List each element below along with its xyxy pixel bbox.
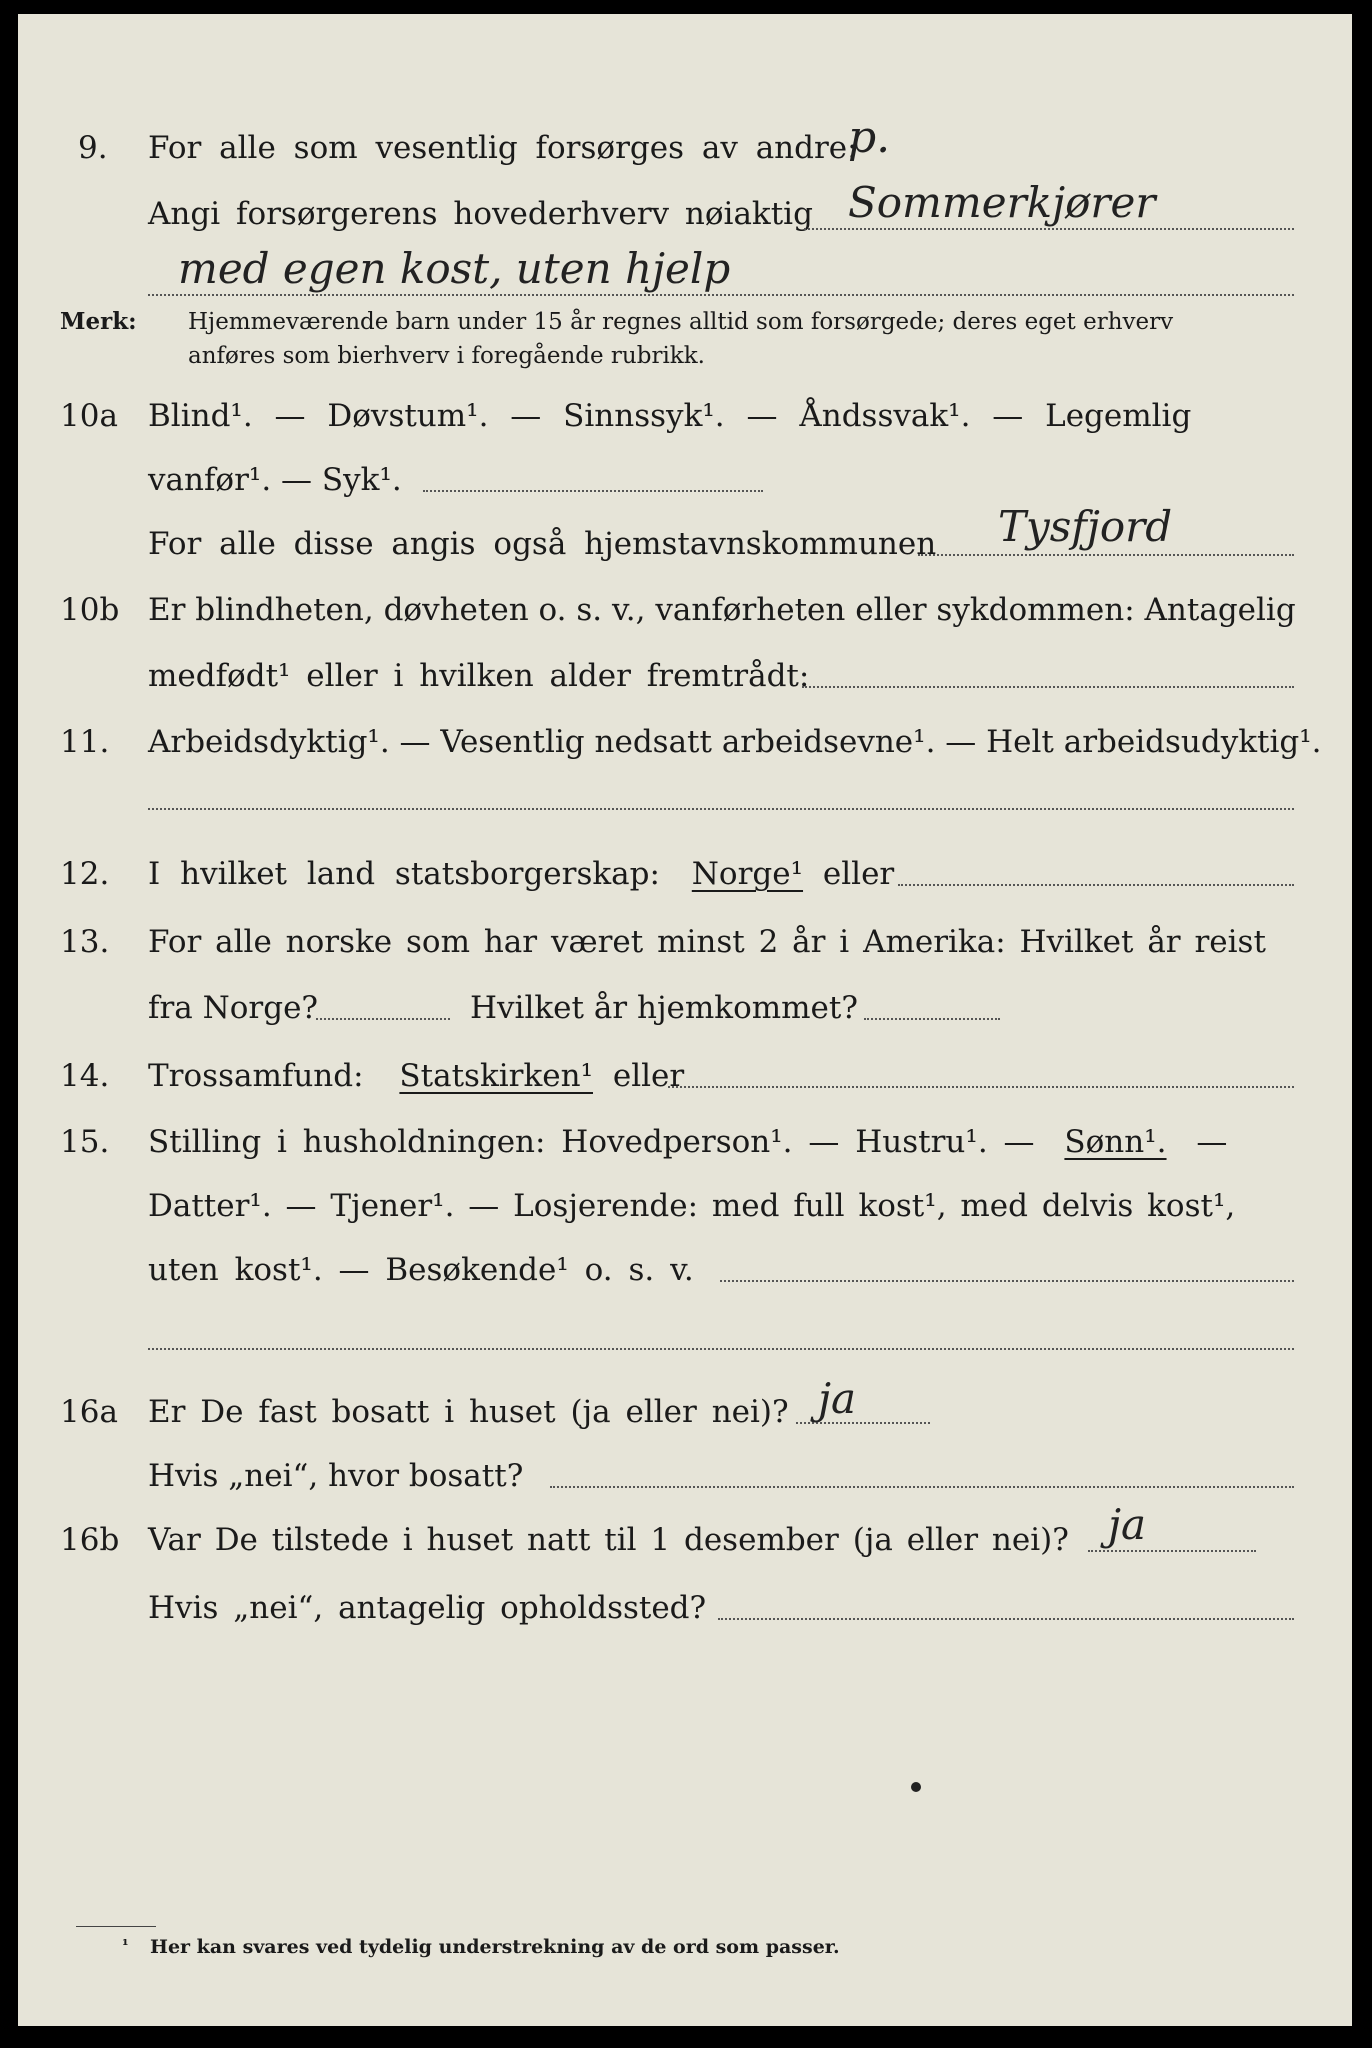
q9-handwriting-detail: med egen kost, uten hjelp bbox=[178, 244, 731, 293]
q12-eller: eller bbox=[822, 856, 895, 892]
q13-departure-line bbox=[316, 1018, 450, 1020]
q14-question: Trossamfund: bbox=[148, 1058, 364, 1094]
merk-line1: Hjemmeværende barn under 15 år regnes alltid som forsørgede; deres eget erhverv bbox=[188, 309, 1174, 335]
q15-line3: uten kost¹. — Besøkende¹ o. s. v. bbox=[148, 1252, 694, 1288]
q10a-sick-line bbox=[423, 490, 763, 492]
q10a-number: 10a bbox=[60, 398, 118, 434]
footnote-text: Her kan svares ved tydelig understrekning av de ord som passer. bbox=[150, 1936, 840, 1958]
q9-answer-line2 bbox=[148, 294, 1294, 296]
q10b-line1: Er blindheten, døvheten o. s. v., vanførheten eller sykdommen: Antagelig bbox=[148, 592, 1296, 628]
ink-dot bbox=[911, 1782, 921, 1792]
q14-statskirken-underlined: Statskirken¹ bbox=[399, 1058, 593, 1094]
q15-line1-text: Stilling i husholdningen: Hovedperson¹. — Hustru¹. — bbox=[148, 1124, 1035, 1160]
q14-number: 14. bbox=[60, 1058, 110, 1094]
q14-line bbox=[148, 1056, 684, 1096]
q12-line bbox=[148, 854, 894, 894]
q13-left: fra Norge? bbox=[148, 990, 319, 1026]
q10b-number: 10b bbox=[60, 592, 120, 628]
q15-answer-line2 bbox=[148, 1348, 1294, 1350]
q10b-line2: medfødt¹ eller i hvilken alder fremtrådt: bbox=[148, 658, 810, 694]
footnote-mark: ¹ bbox=[122, 1936, 129, 1954]
q10a-line3: For alle disse angis også hjemstavnskommunen bbox=[148, 526, 937, 562]
q9-number: 9. bbox=[78, 130, 108, 166]
q12-answer-line bbox=[898, 884, 1294, 886]
q10a-municipality-line bbox=[918, 554, 1294, 556]
q16b-whereabouts-line bbox=[718, 1618, 1294, 1620]
q10a-line2: vanfør¹. — Syk¹. bbox=[148, 462, 402, 498]
q13-line1: For alle norske som har været minst 2 år i Amerika: Hvilket år reist bbox=[148, 924, 1266, 960]
q16a-where-line bbox=[550, 1486, 1294, 1488]
q12-number: 12. bbox=[60, 856, 110, 892]
q9-line2: Angi forsørgerens hovederhverv nøiaktig bbox=[148, 196, 813, 232]
q9-answer-line1 bbox=[804, 228, 1294, 230]
merk-label: Merk: bbox=[60, 308, 137, 335]
q16b-line2: Hvis „nei“, antagelig opholdssted? bbox=[148, 1590, 707, 1626]
q15-line1 bbox=[148, 1122, 1227, 1162]
q16b-number: 16b bbox=[60, 1522, 120, 1558]
q15-sonn-underlined: Sønn¹. bbox=[1064, 1124, 1167, 1160]
q15-number: 15. bbox=[60, 1124, 110, 1160]
q14-eller: eller bbox=[612, 1058, 685, 1094]
q16a-handwriting-answer: ja bbox=[818, 1374, 857, 1423]
q9-handwriting-p: p. bbox=[848, 112, 891, 163]
merk-line2: anføres som bierhverv i foregående rubrikk. bbox=[188, 343, 705, 369]
q13-right: Hvilket år hjemkommet? bbox=[470, 990, 858, 1026]
q9-line1: For alle som vesentlig forsørges av andre: bbox=[148, 130, 858, 166]
q16b-line1: Var De tilstede i huset natt til 1 desember (ja eller nei)? bbox=[148, 1522, 1069, 1558]
q15-line2: Datter¹. — Tjener¹. — Losjerende: med full kost¹, med delvis kost¹, bbox=[148, 1188, 1236, 1224]
q16a-answer-line bbox=[796, 1422, 930, 1424]
q12-norge-underlined: Norge¹ bbox=[691, 856, 804, 892]
q11-answer-line bbox=[148, 808, 1294, 810]
q10a-handwriting-municipality: Tysfjord bbox=[998, 502, 1173, 551]
q15-line1-dash: — bbox=[1196, 1124, 1228, 1160]
q15-answer-line1 bbox=[720, 1280, 1294, 1282]
q10b-answer-line bbox=[802, 686, 1294, 688]
q13-number: 13. bbox=[60, 924, 110, 960]
q16a-number: 16a bbox=[60, 1394, 118, 1430]
q16a-line2: Hvis „nei“, hvor bosatt? bbox=[148, 1458, 524, 1494]
q16b-handwriting-answer: ja bbox=[1108, 1500, 1147, 1549]
q12-question: I hvilket land statsborgerskap: bbox=[148, 856, 660, 892]
q11-number: 11. bbox=[60, 724, 110, 760]
q16a-line1: Er De fast bosatt i huset (ja eller nei)? bbox=[148, 1394, 789, 1430]
q16b-answer-line bbox=[1088, 1550, 1256, 1552]
q13-return-line bbox=[864, 1018, 1000, 1020]
q14-answer-line bbox=[668, 1086, 1294, 1088]
q11-line1: Arbeidsdyktig¹. — Vesentlig nedsatt arbeidsevne¹. — Helt arbeidsudyktig¹. bbox=[148, 724, 1322, 760]
census-form-page bbox=[18, 14, 1352, 2026]
footnote-rule bbox=[76, 1926, 156, 1927]
q9-handwriting-occupation: Sommerkjører bbox=[848, 178, 1156, 227]
q10a-line1: Blind¹. — Døvstum¹. — Sinnssyk¹. — Åndssvak¹. — Legemlig bbox=[148, 398, 1192, 434]
